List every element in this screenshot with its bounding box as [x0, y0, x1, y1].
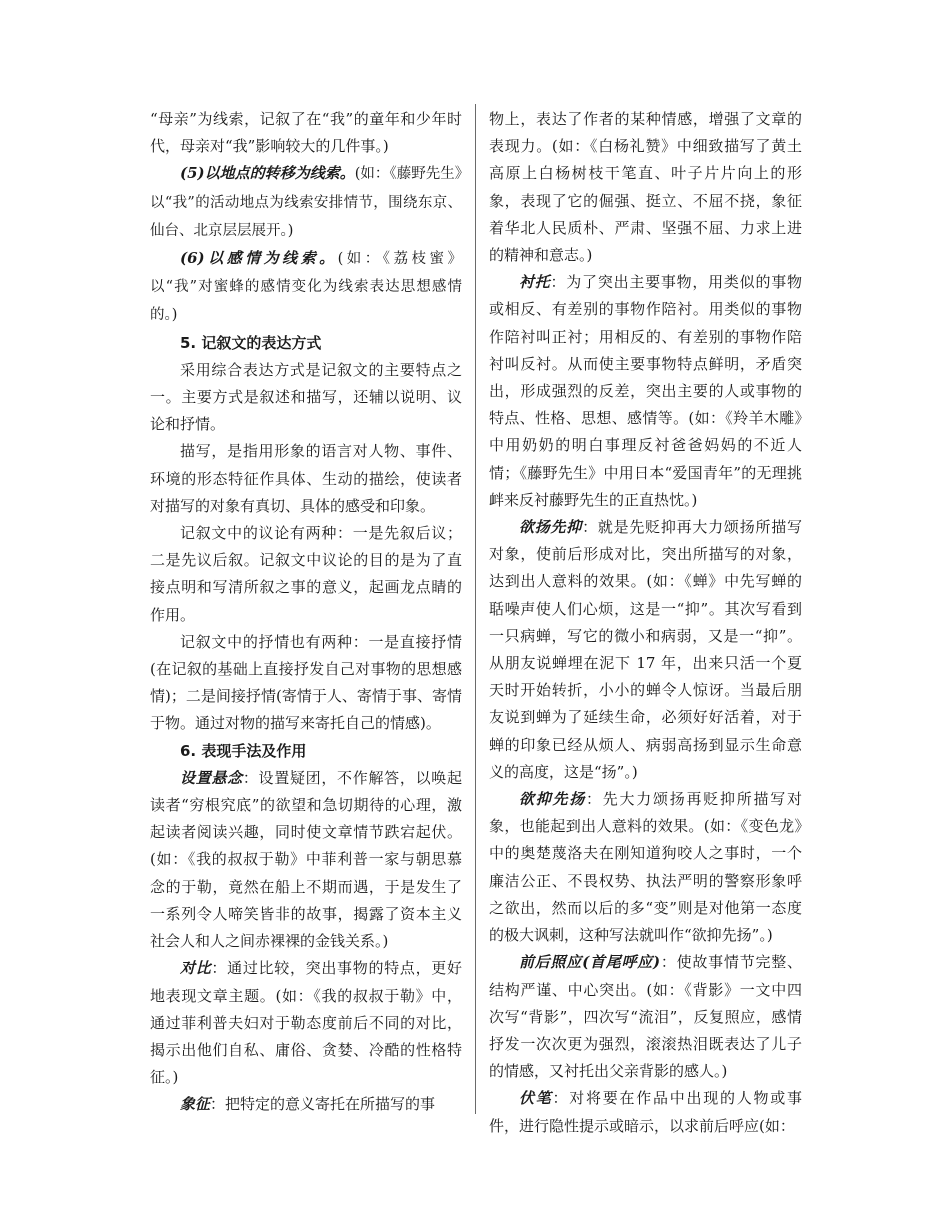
text-foreshadowing: ：对将要在作品中出现的人物或事件，进行隐性提示或暗示，以求前后呼应(如：: [489, 1089, 802, 1135]
term-place-clue: (5)以地点的转移为线索。: [180, 164, 355, 183]
paragraph-place-clue: [150, 160, 462, 245]
paragraph-foreshadowing: [489, 1085, 802, 1139]
text-praise-then-restrain: ：先大力颂扬再贬抑所描写对象，也能起到出人意料的效果。(如：《变色龙》中的奥楚蔑洛夫在刚知道狗咬人之事时，一个廉洁公正、不畏权势、执法严明的警察形象呼之欲出，然而以后的多“变”则是对他第一态度的极大讽刺，这种写法就叫作“欲抑先扬”。): [489, 790, 802, 945]
text-foil: ：为了突出主要事物，用类似的事物或相反、有差别的事物作陪衬。用类似的事物作陪衬叫正衬；用相反的、有差别的事物作陪衬叫反衬。从而使主要事物特点鲜明，矛盾突出，形成强烈的反差，突出主要的人或事物的特点、性格、思想、感情等。(如：《羚羊木雕》中用奶奶的明白事理反衬爸爸妈妈的不近人情；《藤野先生》中用日本“爱国青年”的无理挑衅来反衬藤野先生的正直热忱。): [489, 273, 802, 509]
text-suspense: ：设置疑团，不作解答，以唤起读者“穷根究底”的欲望和急切期待的心理，激起读者阅读兴趣，同时使文章情节跌宕起伏。(如：《我的叔叔于勒》中菲利普一家与朝思慕念的于勒，竟然在船上不期而遇，于是发生了一系列令人啼笑皆非的故事，揭露了资本主义社会人和人之间赤裸裸的金钱关系。): [150, 768, 462, 951]
example-emotion-clue: (如：《荔枝蜜》以“我”对蜜蜂的感情变化为线索表达思想感情的。): [150, 251, 462, 324]
term-emotion-clue: (6)以感情为线索。: [180, 249, 338, 268]
paragraph-argument: 记叙文中的议论有两种：一是先叙后议；二是先议后叙。记叙文中议论的目的是为了直接点明和写清所叙之事的意义，起画龙点睛的作用。: [150, 524, 462, 624]
term-suspense: 设置悬念: [180, 768, 243, 787]
term-praise-then-restrain: 欲抑先扬: [519, 790, 586, 809]
term-echo: 前后照应(首尾呼应): [519, 953, 661, 972]
term-restrain-then-praise: 欲扬先抑: [519, 518, 583, 537]
example-place-clue: (如：《藤野先生》以“我”的活动地点为线索安排情节，围绕东京、仙台、北京层层展开。): [150, 166, 462, 239]
paragraph-foil: [489, 269, 802, 514]
text-contrast: ：通过比较，突出事物的特点，更好地表现文章主题。(如：《我的叔叔于勒》中，通过菲利普夫妇对于勒态度前后不同的对比，揭示出他们自私、庸俗、贪婪、冷酷的性格特征。): [150, 959, 462, 1087]
text-restrain-then-praise: ：就是先贬抑再大力颂扬所描写对象，使前后形成对比，突出所描写的对象，达到出人意料的效果。(如：《蝉》中先写蝉的聒噪声使人们心烦，这是一“抑”。其次写看到一只病蝉，写它的微小和病弱，又是一“抑”。从朋友说蝉埋在泥下 17 年，出来只活一个夏天时开始转折，小小的蝉令人惊讶。当最后朋友说到蝉为了延续生命，必须好好活着，对于蝉的印象已经从烦人、病弱高扬到显示生命意义的高度，这是“扬”。): [489, 518, 802, 781]
paragraph-echo: [489, 949, 802, 1085]
text-symbolism-start: ：把特定的意义寄托在所描写的事: [210, 1095, 436, 1114]
term-symbolism: 象征: [180, 1095, 211, 1114]
left-column: [150, 106, 462, 1119]
section-heading-techniques: 6. 表现手法及作用: [180, 741, 307, 760]
term-foil: 衬托: [519, 273, 551, 292]
paragraph-suspense: [150, 765, 462, 955]
paragraph-symbolism-end: 物上，表达了作者的某种情感，增强了文章的表现力。(如：《白杨礼赞》中细致描写了黄土高原上白杨树枝干笔直、叶子片片向上的形象，表现了它的倔强、挺立、不屈不挠，象征着华北人民质朴、严肃、坚强不屈、力求上进的精神和意志。): [489, 110, 802, 265]
paragraph-description: 描写，是指用形象的语言对人物、事件、环境的形态特征作具体、生动的描绘，使读者对描写的对象有真切、具体的感受和印象。: [150, 442, 462, 515]
paragraph-restrain-then-praise: [489, 514, 802, 786]
text-echo: ：使故事情节完整、结构严谨、中心突出。(如：《背影》一文中四次写“背影”，四次写“流泪”，反复照应，感情抒发一次次更为强烈，滚滚热泪既表达了儿子的情感，又衬托出父亲背影的感人。): [489, 953, 802, 1081]
right-column: [489, 106, 802, 1140]
paragraph-contrast: [150, 955, 462, 1091]
paragraph-praise-then-restrain: [489, 786, 802, 949]
section-heading-expression-methods: 5. 记叙文的表达方式: [180, 333, 322, 352]
term-foreshadowing: 伏笔: [519, 1089, 553, 1108]
paragraph-symbolism-start: [150, 1091, 462, 1118]
paragraph-emotion-clue: [150, 245, 462, 330]
paragraph-mother-clue-end: “母亲”为线索，记叙了在“我”的童年和少年时代，母亲对“我”影响较大的几件事。): [150, 110, 462, 156]
column-divider: [475, 104, 476, 1114]
paragraph-expression-overview: 采用综合表达方式是记叙文的主要特点之一。主要方式是叙述和描写，还辅以说明、议论和抒情。: [150, 360, 462, 434]
paragraph-lyric: 记叙文中的抒情也有两种：一是直接抒情(在记叙的基础上直接抒发自己对事物的思想感情)；二是间接抒情(寄情于人、寄情于事、寄情于物。通过对物的描写来寄托自己的情感)。: [150, 632, 462, 733]
term-contrast: 对比: [180, 959, 212, 978]
